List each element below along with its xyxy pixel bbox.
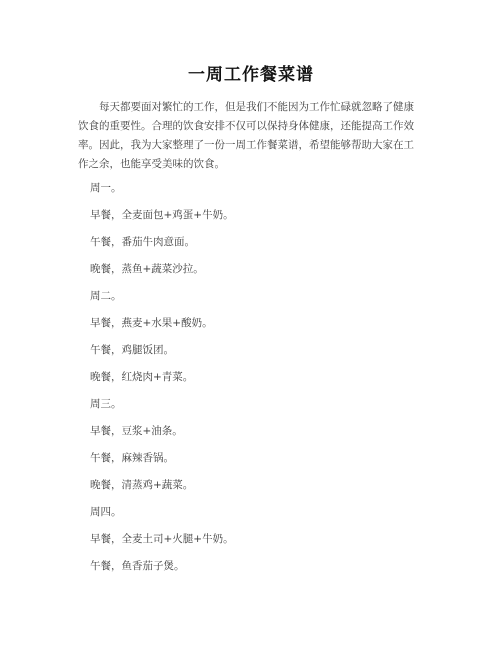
meal-line: 晚餐，清蒸鸡+蔬菜。 bbox=[90, 479, 194, 491]
day-heading: 周三。 bbox=[90, 398, 122, 410]
meal-line: 晚餐，蒸鱼+蔬菜沙拉。 bbox=[90, 263, 204, 275]
meal-line: 午餐，番茄牛肉意面。 bbox=[90, 236, 195, 248]
day-heading: 周二。 bbox=[90, 290, 122, 302]
document-title: 一周工作餐菜谱 bbox=[188, 65, 314, 85]
meal-line: 早餐，全麦土司+火腿+牛奶。 bbox=[90, 533, 234, 545]
day-heading: 周一。 bbox=[90, 182, 122, 194]
meal-line: 早餐，燕麦+水果+酸奶。 bbox=[90, 317, 213, 329]
menu-list bbox=[90, 181, 234, 586]
meal-line: 早餐，豆浆+油条。 bbox=[90, 425, 183, 437]
day-heading: 周四。 bbox=[90, 506, 122, 518]
meal-line: 午餐，鱼香茄子煲。 bbox=[90, 560, 185, 572]
intro-paragraph: 每天都要面对繁忙的工作，但是我们不能因为工作忙碌就忽略了健康饮食的重要性。合理的饮食安排不仅可以保持身体健康，还能提高工作效率。因此，我为大家整理了一份一周工作餐菜谱，希望能够帮助大家在工作之余，也能享受美味的饮食。 bbox=[78, 101, 414, 170]
meal-line: 午餐，麻辣香锅。 bbox=[90, 452, 174, 464]
meal-line: 早餐，全麦面包+鸡蛋+牛奶。 bbox=[90, 209, 234, 221]
meal-line: 午餐，鸡腿饭团。 bbox=[90, 344, 174, 356]
meal-line: 晚餐，红烧肉+青菜。 bbox=[90, 371, 194, 383]
